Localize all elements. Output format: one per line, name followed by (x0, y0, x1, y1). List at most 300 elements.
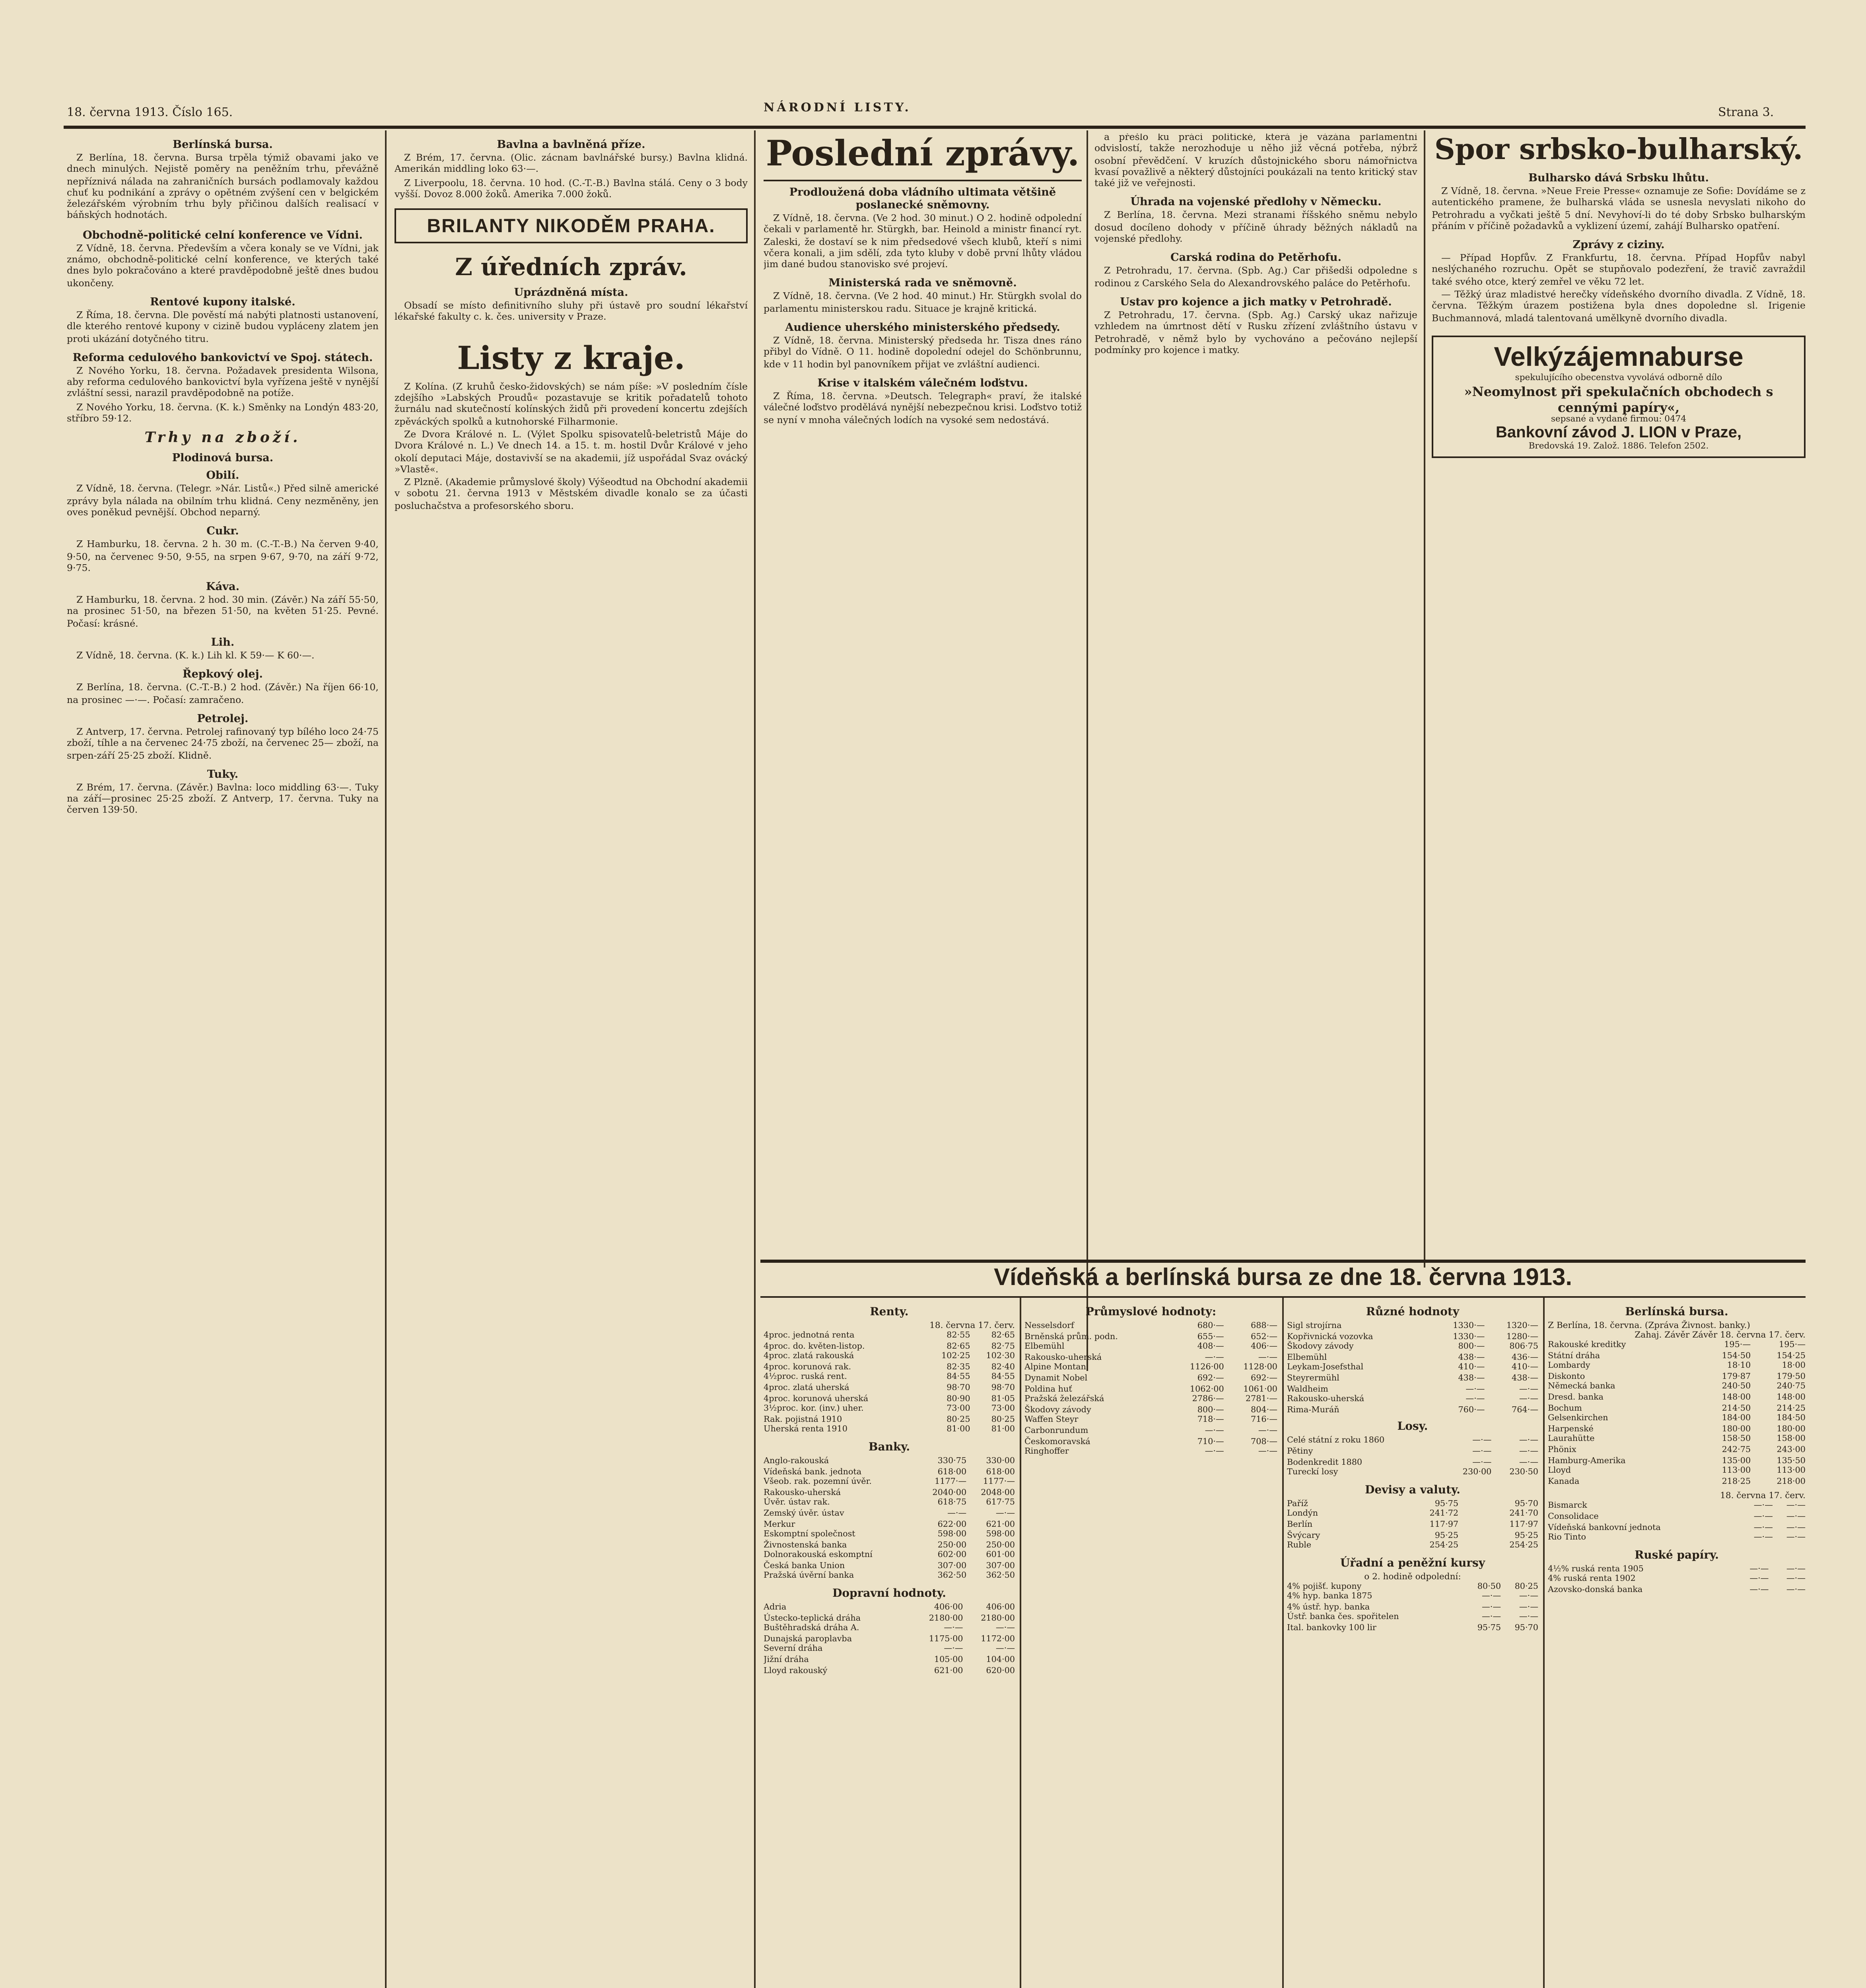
row-label: Gelsenkirchen (1548, 1414, 1608, 1424)
row-label: 4proc. zlatá rakouská (764, 1352, 854, 1362)
row-value: 230·50 (1509, 1468, 1538, 1478)
rents-dates: 18. června 17. červ. (929, 1322, 1015, 1331)
row-value: 620·00 (986, 1666, 1015, 1676)
row-value: 655·— (1197, 1332, 1224, 1342)
row-value: 242·75 (1722, 1445, 1751, 1455)
row-value: 618·00 (937, 1467, 967, 1477)
row-label: Dynamit Nobel (1024, 1374, 1088, 1384)
row-value: 438·— (1512, 1374, 1538, 1384)
heading-grain: Obilí. (206, 470, 239, 483)
row-value: 438·— (1458, 1353, 1485, 1363)
row-label: Ital. bankovky 100 lir (1287, 1624, 1376, 1634)
row-label: Lloyd rakouský (764, 1666, 828, 1676)
table-row (1287, 1364, 1538, 1374)
row-value: 800·— (1458, 1342, 1485, 1352)
column-2 (395, 134, 748, 1988)
table-row (1287, 1332, 1538, 1342)
row-value: 154·25 (1777, 1351, 1806, 1361)
row-label: Eskomptní společnost (764, 1530, 855, 1540)
table-row (1548, 1502, 1806, 1512)
table-row (1287, 1343, 1538, 1353)
table-row (764, 1572, 1015, 1582)
article-continued: a přešlo ku práci politické, která je vázána parlamentní odvislostí, takže nerozhoduje u něho již věcná potřeba, nýbrž osobní převědčení. V kruzích důstojnického sboru námořnictva kvasí považlivě a některý důstojníci poukázali na tento kritický stav také již ve veřejnosti. (1094, 134, 1417, 190)
row-value: 680·— (1197, 1322, 1224, 1331)
table-row (1548, 1404, 1806, 1414)
table-row (1548, 1425, 1806, 1435)
row-value: 2180·00 (981, 1613, 1015, 1623)
table-row (1024, 1322, 1277, 1332)
table-row (1287, 1406, 1538, 1416)
table-row (1548, 1477, 1806, 1487)
heading-vacancies: Uprázdněná místa. (514, 286, 628, 299)
row-value: —·— (1786, 1564, 1806, 1574)
heading-banks: Banky. (868, 1439, 910, 1454)
row-value: 621·00 (986, 1520, 1015, 1529)
row-label: 4proc. korunová rak. (764, 1363, 851, 1373)
row-value: 113·00 (1777, 1466, 1806, 1476)
table-row (764, 1645, 1015, 1656)
table-row (1024, 1416, 1277, 1426)
row-label: Merkur (764, 1520, 795, 1529)
row-value: 330·00 (986, 1456, 1015, 1466)
table-row (764, 1562, 1015, 1572)
table-row (1548, 1512, 1806, 1523)
row-value: 73·00 (991, 1404, 1015, 1414)
row-label: 4proc. zlatá uherská (764, 1383, 849, 1393)
row-value: 760·— (1458, 1406, 1485, 1415)
row-value: 1177·— (983, 1477, 1015, 1487)
table-row (764, 1352, 1015, 1363)
row-label: 4½proc. ruská rent. (764, 1373, 847, 1383)
row-value: —·— (944, 1645, 963, 1655)
subheading-serbian-bulgarian: Bulharsko dává Srbsku lhůtu. (1528, 172, 1709, 184)
row-value: 84·55 (991, 1373, 1015, 1383)
row-value: —·— (1519, 1384, 1538, 1394)
row-label: Rima-Muráň (1287, 1406, 1339, 1415)
heading-hungarian-audience: Audience uherského ministerského předsedy. (785, 321, 1060, 334)
row-value: —·— (1786, 1585, 1806, 1595)
row-value: 2786·— (1192, 1395, 1224, 1405)
row-value: 1175·00 (929, 1635, 963, 1644)
table-row (764, 1656, 1015, 1666)
row-value: —·— (947, 1509, 967, 1519)
row-value: 618·00 (986, 1467, 1015, 1477)
article-grain: Z Vídně, 18. června. (Telegr. »Nár. Listů«.) Před silně americké zprávy byla nálada na obilním trhu klidná. Ceny nezměněny, jen oves poněkud pevnější. Obchod neparný. (67, 485, 379, 518)
table-row (1287, 1510, 1538, 1520)
heading-markets: Trhy na zboží. (144, 431, 301, 448)
masthead: NÁRODNÍ LISTY. (764, 100, 911, 115)
table-row (1287, 1592, 1538, 1603)
row-value: 80·90 (947, 1394, 970, 1404)
column-4 (1094, 134, 1417, 1247)
row-value: —·— (1258, 1447, 1277, 1457)
row-value: 80·25 (1514, 1582, 1538, 1592)
official-sub: o 2. hodině odpolední: (1364, 1572, 1461, 1582)
heading-berlin-bourse-table: Berlínská bursa. (1625, 1304, 1728, 1318)
table-row (1548, 1523, 1806, 1533)
row-label: 3½proc. kor. (inv.) uher. (764, 1404, 864, 1414)
table-row (764, 1603, 1015, 1613)
heading-rent-coupons: Rentové kupony italské. (150, 295, 295, 309)
article-petroleum: Z Antverp, 17. června. Petrolej rafinovaný typ bílého loco 24·75 zboží, tíhle a na červenec 24·75 zboží, na červenec 25— zboží, na srpen-září 25·25 zboží. Klidně. (67, 728, 379, 761)
table-row (1287, 1374, 1538, 1384)
row-value: —·— (1519, 1458, 1538, 1468)
table-row (1287, 1468, 1538, 1479)
heading-industry: Průmyslové hodnoty: (1085, 1304, 1217, 1318)
column-3 (764, 134, 1082, 1247)
row-value: 80·50 (1477, 1582, 1501, 1592)
row-value: 158·50 (1722, 1435, 1751, 1445)
row-value: —·— (1753, 1523, 1773, 1532)
table-row (1548, 1435, 1806, 1445)
row-value: 218·25 (1722, 1477, 1751, 1487)
article-ministers-council: Z Vídně, 18. června. (Ve 2 hod. 40 minut.) Hr. Stürgkh svolal do parlamentu ministerskou radu. Situace je krajně kritická. (764, 293, 1082, 315)
row-label: Úvěr. ústav rak. (764, 1499, 830, 1508)
table-row (764, 1624, 1015, 1635)
table-row (1548, 1372, 1806, 1382)
row-value: 1330·— (1453, 1322, 1485, 1331)
row-label: Ústř. banka čes. spořitelen (1287, 1613, 1399, 1623)
table-row (764, 1405, 1015, 1415)
row-value: 406·00 (986, 1603, 1015, 1613)
heading-tsar-family: Carská rodina do Petěrhofu. (1170, 252, 1342, 265)
row-value: 82·40 (991, 1363, 1015, 1373)
row-label: Rakousko-uherská (1287, 1395, 1365, 1405)
row-value: 692·— (1197, 1374, 1224, 1384)
table-row (1548, 1383, 1806, 1393)
heading-sugar: Cukr. (206, 525, 239, 538)
row-label: Londýn (1287, 1510, 1318, 1520)
row-value: —·— (1519, 1437, 1538, 1446)
row-value: 82·55 (947, 1331, 970, 1341)
row-value: 82·65 (947, 1342, 970, 1351)
row-value: 250·00 (986, 1540, 1015, 1550)
row-label: 4% ústř. hyp. banka (1287, 1603, 1370, 1613)
table-row (1548, 1414, 1806, 1425)
table-row (1548, 1565, 1806, 1575)
row-label: Škodovy závody (1287, 1342, 1354, 1352)
row-value: 240·50 (1722, 1382, 1751, 1392)
article-infant-institute: Z Petrohradu, 17. června. (Spb. Ag.) Carský ukaz nařizuje vzhledem na úmrtnost dětí v Rusku zřízení zvláštního ústavu v Petrohradě, v němž bylo by vychováno a pečováno nejlepší podmínky pro kojence i matky. (1094, 311, 1417, 356)
heading-bourse: Vídeňská a berlínská bursa ze dne 18. června 1913. (993, 1264, 1572, 1291)
table-row (1287, 1458, 1538, 1468)
bourse-column-2 (1024, 1301, 1277, 1988)
heading-coffee: Káva. (206, 580, 240, 594)
heading-lots: Losy. (1397, 1419, 1428, 1434)
row-value: 179·50 (1777, 1372, 1806, 1382)
row-value: 95·25 (1434, 1531, 1459, 1540)
row-label: 4% ruská renta 1902 (1548, 1575, 1636, 1585)
article-rent-coupons: Z Říma, 18. června. Dle pověstí má nabýti platnosti ustanovení, dle kterého rentové kupony v cizině budou vypláceny zlatem jen proti ukázání dotyčného titru. (67, 311, 379, 345)
table-row (1548, 1341, 1806, 1351)
fx-table (1287, 1499, 1538, 1552)
heading-russian: Ruské papíry. (1635, 1547, 1719, 1561)
table-row (764, 1499, 1015, 1509)
row-label: 4proc. do. květen-listop. (764, 1342, 865, 1351)
row-value: 406·00 (934, 1603, 963, 1613)
rents-table (764, 1331, 1015, 1436)
row-value: 410·— (1512, 1363, 1538, 1373)
row-value: 195·— (1724, 1341, 1751, 1350)
row-value: 617·75 (986, 1499, 1015, 1508)
row-value: 180·00 (1777, 1425, 1806, 1434)
table-row (1287, 1603, 1538, 1613)
article-serbian-bulgarian: Z Vídně, 18. června. »Neue Freie Presse« oznamuje ze Sofie: Dovídáme se z autentického pramene, že bulharská vláda se usnesla nevyslati nikoho do Petrohradu a vyčkati ještě 5 dní. Nevyhoví-li do té doby Srbsko bulharským přáním v příčině požadavků a vyklizení území, zahájí Bulharsko opatření. (1432, 188, 1806, 232)
table-row (1287, 1582, 1538, 1592)
heading-infant-institute: Ustav pro kojence a jich matky v Petrohradě. (1120, 295, 1392, 309)
row-value: 95·70 (1514, 1499, 1538, 1509)
page-number: Strana 3. (1718, 105, 1774, 119)
row-value: 250·00 (937, 1540, 967, 1550)
row-label: Rak. pojistná 1910 (764, 1415, 842, 1425)
row-label: Laurahütte (1548, 1435, 1595, 1445)
row-label: Kanada (1548, 1477, 1580, 1487)
row-label: Kopřivnická vozovka (1287, 1332, 1373, 1342)
row-value: 117·97 (1509, 1520, 1538, 1530)
row-label: Dolnorakouská eskomptní (764, 1551, 873, 1561)
row-value: 81·00 (991, 1425, 1015, 1435)
row-value: 1172·00 (981, 1635, 1015, 1644)
article-sugar: Z Hamburku, 18. června. 2 h. 30 m. (C.-T.-B.) Na červen 9·40, 9·50, na červenec 9·50, 9·55, na srpen 9·67, 9·70, na září 9·72, 9·75. (67, 541, 379, 574)
row-value: 214·25 (1777, 1404, 1806, 1413)
row-value: —·— (1753, 1502, 1773, 1512)
row-label: Pražská úvěrní banka (764, 1572, 854, 1582)
row-label: Česká banka Union (764, 1561, 845, 1571)
table-row (1287, 1437, 1538, 1447)
banks-table (764, 1457, 1015, 1583)
row-value: —·— (1466, 1395, 1485, 1405)
heading-ministers-council: Ministerská rada ve sněmovně. (828, 277, 1017, 290)
ad-lion-bank-name: Bankovní závod J. LION v Praze, (1496, 424, 1742, 442)
row-label: Bismarck (1548, 1502, 1587, 1512)
row-value: 254·25 (1509, 1541, 1538, 1551)
row-label: Zemský úvěr. ústav (764, 1509, 844, 1519)
row-value: 95·75 (1434, 1499, 1459, 1509)
heading-official: Úřadní a peněžní kursy (1340, 1555, 1485, 1569)
row-value: 95·75 (1477, 1624, 1501, 1634)
row-label: Leykam-Josefsthal (1287, 1363, 1364, 1373)
row-label: Živnostenská banka (764, 1540, 847, 1550)
row-label: Steyrermühl (1287, 1374, 1339, 1384)
row-value: 243·00 (1777, 1445, 1806, 1455)
table-row (1287, 1531, 1538, 1541)
row-value: 241·70 (1509, 1510, 1538, 1520)
row-value: 195·— (1779, 1341, 1806, 1350)
row-value: 117·97 (1429, 1520, 1459, 1530)
ad-diamonds: BRILANTY NIKODĚM PRAHA. (395, 209, 748, 244)
row-value: 82·75 (991, 1342, 1015, 1351)
heading-italian-navy: Krise v italském válečném loďstvu. (817, 377, 1028, 390)
row-label: Švýcary (1287, 1531, 1320, 1540)
article-dvur-kralove: Ze Dvora Králové n. L. (Výlet Spolku spisovatelů-beletristů Máje do Dvora Králové n. L.) Ve dnech 14. a 15. t. m. hostil Dvůr Králové v jeho okolí deputaci Máje, dostavivší se na akademii, jíž uspořádal Svaz ovácký »Vlastě«. (395, 431, 748, 476)
row-value: 688·— (1251, 1322, 1277, 1331)
row-value: —·— (1519, 1395, 1538, 1405)
table-row (1548, 1351, 1806, 1361)
row-label: Rakouské kreditky (1548, 1341, 1626, 1350)
heading-foreign-news: Zprávy z ciziny. (1572, 239, 1665, 252)
row-label: Rakousko-uherská (764, 1488, 841, 1498)
article-german-military: Z Berlína, 18. června. Mezi stranami říšského sněmu nebylo dosud docíleno dohody v příčině úhrady běžných nákladů na vojenské předlohy. (1094, 212, 1417, 245)
table-row (764, 1331, 1015, 1342)
row-value: 362·50 (937, 1572, 967, 1582)
row-value: 148·00 (1722, 1393, 1751, 1403)
table-row (764, 1614, 1015, 1624)
article-cotton: Z Brém, 17. června. (Olic. zácnam bavlnářské bursy.) Bavlna klidná. Amerikán middling loko 63·—. (395, 154, 748, 176)
row-value: 406·— (1251, 1342, 1277, 1352)
row-label: Nesselsdorf (1024, 1322, 1074, 1331)
heading-latest-news: Poslední zprávy. (764, 134, 1082, 181)
row-value: 1061·00 (1243, 1384, 1277, 1394)
row-value: —·— (995, 1509, 1015, 1519)
row-label: Buštěhradská dráha A. (764, 1624, 859, 1634)
row-value: 307·00 (937, 1561, 967, 1571)
issue-date: 18. června 1913. Číslo 165. (67, 105, 233, 119)
table-row (1024, 1406, 1277, 1416)
row-value: 104·00 (986, 1656, 1015, 1666)
row-label: Celé státní z roku 1860 (1287, 1437, 1385, 1446)
row-label: Dresd. banka (1548, 1393, 1604, 1403)
berlin-intro: Z Berlína, 18. června. (Zpráva Živnost. banky.) (1548, 1322, 1750, 1331)
table-row (1548, 1456, 1806, 1466)
article-kolin: Z Kolína. (Z kruhů česko-židovských) se nám píše: »V posledním čísle zdejšího »Labských Proudů« pozastavuje se kritik pořadatelů tohoto žurnálu nad skutečností kolínských židů při provedení koncertu zdejších zpěváckých spolků a kutnohorské Filharmonie. (395, 383, 748, 427)
article-actress-accident: — Těžký úraz mladistvé herečky vídeňského dvorního divadla. Z Vídně, 18. června. Těžkým úrazem postižena byla dnes dopoledne sl. Irigenie Buchmannová, mladá talentovaná umělkyně dvorního divadla. (1432, 291, 1806, 324)
row-label: Adria (764, 1603, 787, 1613)
table-row (1548, 1575, 1806, 1585)
table-row (1024, 1353, 1277, 1363)
row-value: 240·75 (1777, 1382, 1806, 1392)
column-1 (67, 134, 379, 1988)
row-value: 230·00 (1462, 1468, 1492, 1478)
paris-table (1548, 1502, 1806, 1544)
heading-transport: Dopravní hodnoty. (832, 1586, 946, 1600)
row-value: 2040·00 (932, 1488, 967, 1498)
row-value: —·— (1519, 1592, 1538, 1602)
row-value: 804·— (1251, 1406, 1277, 1415)
heading-petroleum: Petrolej. (197, 712, 249, 725)
row-value: 618·75 (937, 1499, 967, 1508)
row-value: 18·00 (1782, 1361, 1806, 1371)
table-row (1287, 1520, 1538, 1531)
table-row (1024, 1395, 1277, 1406)
row-value: 602·00 (937, 1551, 967, 1561)
article-ultimatum: Z Vídně, 18. června. (Ve 2 hod. 30 minut.) O 2. hodině odpolední čekali v parlamentě hr. Stürgkh, bar. Heinold a ministr financí ryt. Zaleski, že dostaví se k nim předsedové všech klubů, kteří s nimi včera konali, a jim sdělí, zda tyto kluby v době první lhůty vládou jim dané budou stanovisko své projeví. (764, 215, 1082, 271)
row-value: —·— (1749, 1585, 1769, 1595)
table-row (764, 1551, 1015, 1561)
table-row (764, 1415, 1015, 1425)
heading-fats: Tuky. (207, 768, 239, 781)
row-label: Waffen Steyr (1024, 1416, 1079, 1426)
row-label: 4% pojišť. kupony (1287, 1582, 1362, 1592)
row-label: Uherská renta 1910 (764, 1425, 847, 1435)
paris-dates: 18. června 17. červ. (1720, 1492, 1806, 1502)
table-row (1548, 1393, 1806, 1404)
row-value: —·— (1749, 1575, 1769, 1585)
table-row (1287, 1447, 1538, 1458)
heading-letters-regions: Listy z kraje. (457, 338, 685, 377)
row-value: 241·72 (1429, 1510, 1459, 1520)
row-value: 710·— (1197, 1437, 1224, 1447)
row-value: 148·00 (1777, 1393, 1806, 1403)
row-value: 718·— (1197, 1416, 1224, 1426)
row-label: Elbemühl (1287, 1353, 1327, 1363)
row-value: —·— (995, 1624, 1015, 1634)
row-label: Consolidace (1548, 1512, 1599, 1522)
article-coffee: Z Hamburku, 18. června. 2 hod. 30 min. (Závěr.) Na září 55·50, na prosinec 51·50, na březen 51·50, na květen 51·25. Pevné. Počasí: krásné. (67, 596, 379, 629)
article-hungarian-audience: Z Vídně, 18. června. Ministerský předseda hr. Tisza dnes ráno přibyl do Vídně. O 11. hodině dopolední odejel do Schönbrunnu, kde v 11 hodin byl panovníkem přijat ve zvláštní audienci. (764, 337, 1082, 370)
row-label: Německá banka (1548, 1382, 1615, 1392)
heading-reform: Reforma cedulového bankovictví ve Spoj. státech. (72, 351, 373, 364)
row-value: 254·25 (1429, 1541, 1459, 1551)
table-row (764, 1394, 1015, 1404)
row-value: 1320·— (1506, 1322, 1538, 1331)
row-value: 102·25 (941, 1352, 970, 1362)
table-row (1024, 1384, 1277, 1395)
table-row (764, 1467, 1015, 1477)
table-row (1287, 1384, 1538, 1395)
row-label: Poldina huť (1024, 1384, 1072, 1394)
heading-serbian-bulgarian: Spor srbsko-bulharský. (1434, 134, 1803, 167)
row-label: Phönix (1548, 1445, 1576, 1455)
ad-lion-work: »Neomylnost při spekulačních obchodech s cennými papíry«, (1464, 383, 1773, 415)
table-row (1548, 1446, 1806, 1456)
table-row (1287, 1499, 1538, 1510)
heading-berlin-bourse: Berlínská bursa. (173, 138, 273, 151)
row-value: —·— (1258, 1353, 1277, 1363)
row-label: Brněnská prům. podn. (1024, 1332, 1118, 1342)
row-label: Českomoravská (1024, 1437, 1090, 1447)
row-value: —·— (1205, 1447, 1224, 1457)
row-label: Rakousko-uherská (1024, 1353, 1102, 1363)
row-value: 180·00 (1722, 1425, 1751, 1434)
row-value: 81·05 (991, 1394, 1015, 1404)
row-value: 80·25 (991, 1415, 1015, 1425)
table-row (764, 1478, 1015, 1488)
article-hopf-case: — Případ Hopfův. Z Frankfurtu, 18. června. Případ Hopfův nabyl neslýchaného rozruchu. Opět se stupňovalo podezření, že travič zavraždil také svého otce, který zemřel ve věku 72 let. (1432, 254, 1806, 288)
row-value: 2781·— (1245, 1395, 1277, 1405)
row-label: Bochum (1548, 1404, 1582, 1413)
table-row (1287, 1613, 1538, 1624)
table-row (1287, 1624, 1538, 1634)
article-spirits: Z Vídně, 18. června. (K. k.) Lih kl. K 59·— K 60·—. (76, 652, 315, 662)
row-value: —·— (1786, 1575, 1806, 1585)
row-label: Ruble (1287, 1541, 1312, 1551)
berlin-table (1548, 1341, 1806, 1487)
heading-spirits: Lih. (211, 636, 235, 649)
row-value: 598·00 (937, 1530, 967, 1540)
row-value: 764·— (1512, 1406, 1538, 1415)
table-row (764, 1530, 1015, 1540)
row-value: 806·75 (1509, 1342, 1538, 1352)
row-value: —·— (1482, 1613, 1501, 1623)
row-label: 4% hyp. banka 1875 (1287, 1592, 1372, 1602)
row-value: 1177·— (935, 1477, 967, 1487)
row-value: —·— (1786, 1523, 1806, 1532)
table-row (764, 1373, 1015, 1384)
row-value: 105·00 (934, 1656, 963, 1666)
row-value: —·— (1519, 1447, 1538, 1457)
row-value: 601·00 (986, 1551, 1015, 1561)
table-row (1287, 1541, 1538, 1551)
row-value: —·— (1482, 1603, 1501, 1613)
row-label: 4proc. jednotná renta (764, 1331, 855, 1341)
row-value: 82·65 (991, 1331, 1015, 1341)
row-label: Vídeňská bank. jednota (764, 1467, 862, 1477)
russian-table (1548, 1565, 1806, 1596)
row-value: 1330·— (1453, 1332, 1485, 1342)
row-value: 80·25 (947, 1415, 970, 1425)
row-label: Anglo-rakouská (764, 1456, 829, 1466)
table-row (1024, 1437, 1277, 1447)
